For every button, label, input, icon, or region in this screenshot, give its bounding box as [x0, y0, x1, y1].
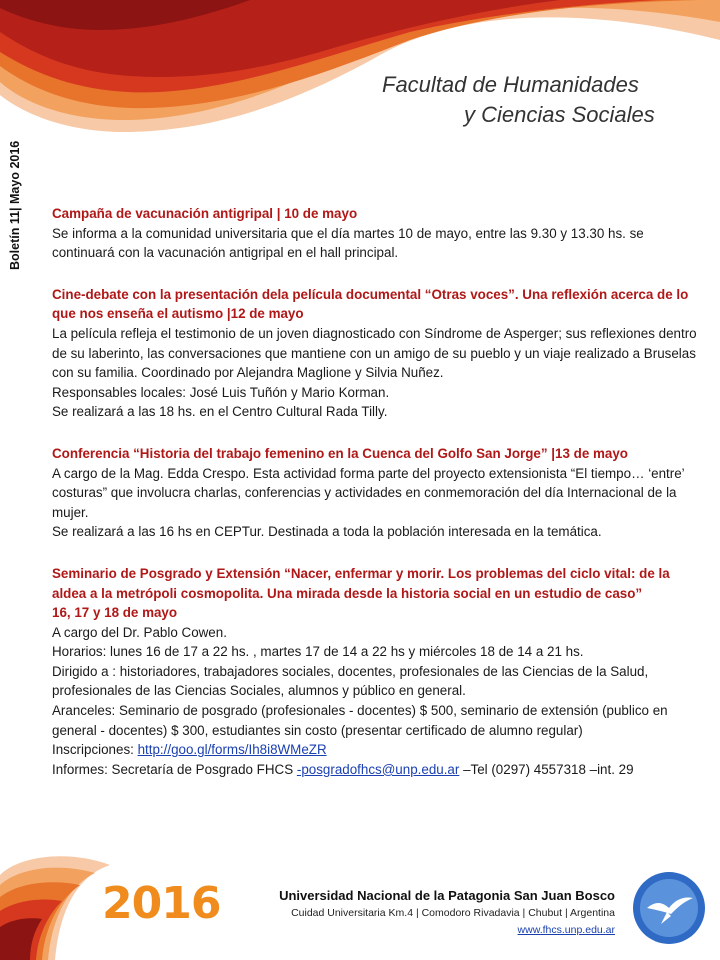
university-name: Universidad Nacional de la Patagonia San Juan Bosco: [279, 888, 615, 903]
section-title: Conferencia “Historia del trabajo femenino en la Cuenca del Golfo San Jorge” |13 de mayo: [52, 445, 628, 461]
section-text: Responsables locales: José Luis Tuñón y Mario Korman.: [52, 384, 390, 400]
informes-line: [52, 760, 707, 780]
section-text: A cargo del Dr. Pablo Cowen.: [52, 624, 227, 640]
section-cine-debate: [52, 285, 707, 422]
informes-label: Informes: Secretaría de Posgrado FHCS: [52, 761, 297, 777]
university-seal-logo: [631, 870, 707, 946]
section-text: La película refleja el testimonio de un joven diagnosticado con Síndrome de Asperger; sus reflexiones dentro de su laberinto, las conversaciones que mantiene con un amigo de su pueblo y un viaje realizado a Bruselas con su familia. Coordinado por Alejandra Maglione y Silvia Nuñez.: [52, 325, 697, 381]
section-vacunacion: [52, 204, 707, 263]
section-title: Cine-debate con la presentación dela película documental “Otras voces”. Una reflexión acerca de lo que nos enseña el autismo |12 de mayo: [52, 286, 689, 322]
faculty-name: [382, 70, 655, 130]
section-text: Horarios: lunes 16 de 17 a 22 hs. , martes 17 de 14 a 22 hs y miércoles 18 de 14 a 21 hs.: [52, 644, 584, 660]
section-text: Aranceles: Seminario de posgrado (profesionales - docentes) $ 500, seminario de extensión (publico en general - docentes) $ 300, estudiantes sin costo (presentar certificado de alumno regular): [52, 703, 668, 738]
university-info: [220, 887, 615, 938]
informes-email-link[interactable]: -posgradofhcs@unp.edu.ar: [296, 761, 460, 777]
university-address: Cuidad Universitaria Km.4 | Comodoro Rivadavia | Chubut | Argentina: [291, 907, 615, 919]
bulletin-label: Boletín 11| Mayo 2016: [8, 140, 22, 270]
bulletin-content: [52, 204, 707, 779]
inscripciones-link[interactable]: http://goo.gl/forms/Ih8i8WMeZR: [137, 742, 327, 758]
year-label: 2016: [102, 878, 221, 929]
section-dates: 16, 17 y 18 de mayo: [52, 605, 178, 621]
faculty-line-1: Facultad de Humanidades: [382, 72, 639, 97]
section-title: Campaña de vacunación antigripal | 10 de mayo: [52, 206, 358, 221]
website-link[interactable]: www.fhcs.unp.edu.ar: [517, 924, 615, 936]
section-text: Dirigido a : historiadores, trabajadores sociales, docentes, profesionales de las Ciencias de la Salud, profesionales de las Ciencias Sociales, alumnos y público en general.: [52, 663, 649, 699]
section-seminario: [52, 564, 707, 780]
inscripciones-label: Inscripciones:: [52, 742, 138, 758]
section-text: Se realizará a las 18 hs. en el Centro Cultural Rada Tilly.: [52, 404, 388, 420]
faculty-line-2: y Ciencias Sociales: [464, 102, 655, 127]
inscripciones-line: [52, 740, 707, 760]
section-text: Se informa a la comunidad universitaria que el día martes 10 de mayo, entre las 9.30 y 13.30 hs. se continuará con la vacunación antigripal en el hall principal.: [52, 225, 644, 261]
informes-phone: –Tel (0297) 4557318 –int. 29: [459, 761, 634, 777]
section-title: Seminario de Posgrado y Extensión “Nacer, enfermar y morir. Los problemas del ciclo vital: de la aldea a la metrópoli cosmopolita. Una mirada desde la historia social en un estudio de caso”: [52, 565, 670, 601]
footer-wave-graphic: [0, 855, 110, 960]
section-text: Se realizará a las 16 hs en CEPTur. Destinada a toda la población interesada en la temática.: [52, 524, 602, 540]
section-conferencia: [52, 444, 707, 542]
section-text: A cargo de la Mag. Edda Crespo. Esta actividad forma parte del proyecto extensionista “El tiempo… ‘entre’ costuras” que involucra charlas, conferencias y actividades en conmemoración del día Internacional de la mujer.: [52, 465, 685, 520]
